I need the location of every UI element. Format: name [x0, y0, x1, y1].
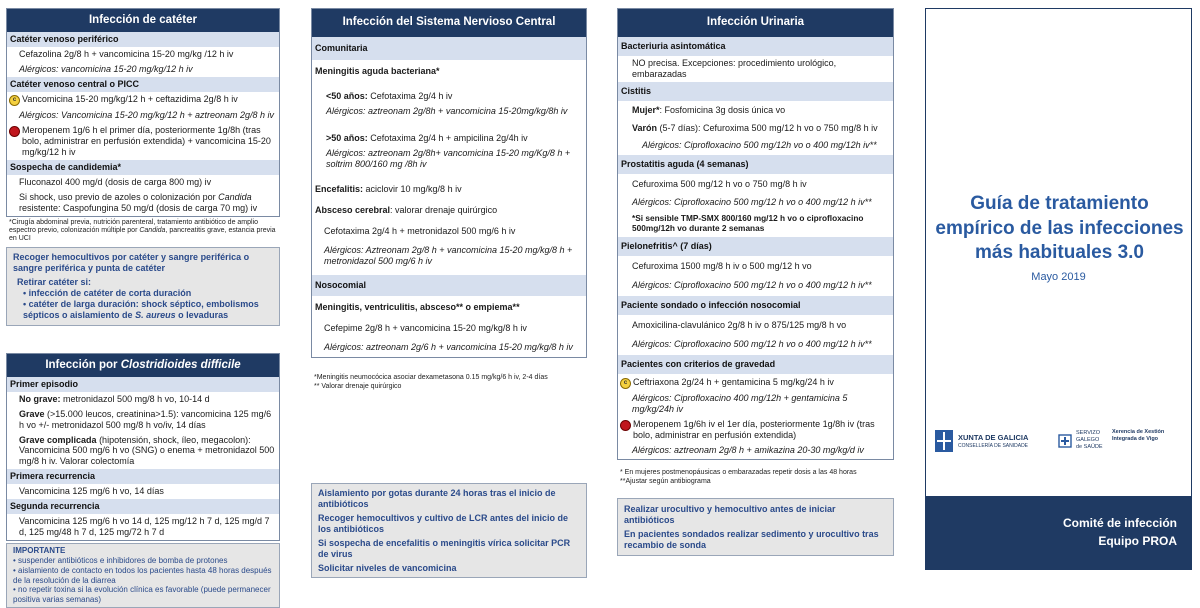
- gravedad-allergic2: Alérgicos: aztreonam 2g/8 h + amikazina 20-30 mg/kg/d iv: [632, 444, 864, 455]
- urinary-title: Infección Urinaria: [618, 9, 893, 37]
- cistitis-section: Cistitis: [618, 82, 893, 101]
- cns-rec-4: Solicitar niveles de vancomicina: [318, 563, 457, 574]
- central-section: Catéter venoso central o PICC: [7, 77, 279, 92]
- absceso-row: Absceso cerebral: valorar drenaje quirúrgico: [315, 204, 498, 215]
- cns-rec-1: Aislamiento por gotas durante 24 horas tras el inicio de antibióticos: [318, 488, 556, 510]
- second-recurrence-section: Segunda recurrencia: [7, 499, 279, 514]
- sergas-logo: [1058, 429, 1188, 459]
- column-urinary: [617, 8, 894, 556]
- yellow-warning-icon: c: [9, 95, 20, 106]
- second-recurrence-tx: Vancomicina 125 mg/6 h vo 14 d, 125 mg/12 h 7 d, 125 mg/d 7 d, 125 mg/48 h 7 d, 125 mg/72 h 7 d: [19, 516, 270, 538]
- cns-rec-3: Si sospecha de encefalitis o meningitis vírica solicitar PCR de virus: [318, 538, 571, 560]
- cover-title: Guía de tratamiento empírico de las infecciones más habituales 3.0: [935, 193, 1184, 264]
- urinary-footnote-2: **Ajustar según antibiograma: [620, 477, 711, 485]
- meningitis-label: Meningitis aguda bacteriana*: [315, 65, 440, 76]
- prostatitis-tx: Cefuroxima 500 mg/12 h vo o 750 mg/8 h iv: [632, 178, 807, 189]
- first-episode-section: Primer episodio: [7, 377, 279, 392]
- community-section: Comunitaria: [312, 37, 586, 60]
- xerencia-text: Xerencia de Xestión Integrada de Vigo: [1112, 429, 1165, 442]
- sergas-line-1: SERVIZO: [1076, 430, 1101, 436]
- pielonefritis-tx: Cefuroxima 1500 mg/8 h iv o 500 mg/12 h vo: [632, 260, 812, 271]
- pielonefritis-allergic: Alérgicos: Ciprofloxacino 500 mg/12 h vo o 400 mg/12 h iv**: [632, 279, 872, 290]
- cultures-text: Recoger hemocultivos por catéter y sangre periférica o sangre periférica y punta de catéter: [13, 251, 250, 273]
- nosocomial-section: Nosocomial: [312, 275, 586, 296]
- central-allergic: Alérgicos: Vancomicina 15-20 mg/kg/12 h + aztreonam 2g/8 h iv: [19, 109, 275, 120]
- footer-comite: Comité de infección: [1062, 516, 1177, 530]
- ventriculitis-label: Meningitis, ventriculitis, absceso** o empiema**: [315, 301, 520, 312]
- absceso-allergic: Alérgicos: Aztreonam 2g/8 h + vancomicina 15-20 mg/kg/8 h + metronidazol 500 mg/6 h iv: [324, 244, 573, 266]
- peripheral-allergic: Alérgicos: vancomicina 15-20 mg/kg/12 h iv: [19, 63, 193, 74]
- gravedad-tx2: Meropenem 1g/6h iv el 1er día, posteriormente 1g/8h iv (tras bolo, administrar en perfusión extendida): [618, 417, 893, 443]
- sondado-tx: Amoxicilina-clavulánico 2g/8 h iv o 875/125 mg/8 h vo: [632, 319, 847, 330]
- red-alert-icon: [620, 420, 631, 431]
- gravedad-section: Pacientes con criterios de gravedad: [618, 355, 893, 374]
- xunta-shield-icon: [934, 429, 954, 453]
- xunta-name: XUNTA DE GALICIA: [958, 433, 1029, 442]
- cover-date: Mayo 2019: [1031, 271, 1086, 283]
- remove-catheter-label: Retirar catéter si:: [17, 276, 92, 287]
- urinary-card: [617, 8, 894, 460]
- catheter-recommendations: [6, 247, 280, 326]
- central-tx1: c Vancomicina 15-20 mg/kg/12 h + ceftazidima 2g/8 h iv: [7, 92, 279, 108]
- urinary-recommendations: [617, 498, 894, 556]
- first-recurrence-section: Primera recurrencia: [7, 469, 279, 484]
- candidemia-tx2: Si shock, uso previo de azoles o colonización por Candida resistente: Caspofungina 50 mg/d (dosis de carga 70 mg) iv: [19, 191, 258, 213]
- lt50-allergic: Alérgicos: aztreonam 2g/8h + vancomicina 15-20mg/kg/8h iv: [326, 105, 568, 116]
- red-alert-icon: [9, 126, 20, 137]
- sondado-section: Paciente sondado o infección nosocomial: [618, 296, 893, 315]
- catheter-footnote: *Cirugía abdominal previa, nutrición parenteral, tratamiento antibiótico de amplio espectro previo, colonización múltiple por Candida, pancreatitis grave, estancia previa en UCI: [9, 218, 276, 243]
- xunta-sub: CONSELLERÍA DE SANIDADE: [958, 443, 1029, 449]
- central-tx2: Meropenem 1g/6 h el primer día, posteriormente 1g/8h (tras bolo, administrar en perfusión extendida) + vancomicina 15-20 mg/kg/12 h iv: [7, 123, 279, 160]
- yellow-warning-icon: c: [620, 378, 631, 389]
- importante-box: [6, 543, 280, 608]
- cns-title: Infección del Sistema Nervioso Central: [312, 9, 586, 37]
- peripheral-section: Catéter venoso periférico: [7, 32, 279, 47]
- gt50-allergic: Alérgicos: aztreonam 2g/8h+ vancomicina 15-20 mg/Kg/8 h + soltrim 800/160 mg /8h iv: [326, 147, 571, 169]
- remove-bullet-1: • infección de catéter de corta duración: [13, 288, 273, 299]
- varon-row: Varón (5-7 días): Cefuroxima 500 mg/12 h vo o 750 mg/8 h iv: [632, 122, 878, 133]
- cns-footnote-1: *Meningitis neumocócica asociar dexametasona 0.15 mg/kg/6 h iv, 2-4 días: [314, 373, 548, 381]
- bacteriuria-section: Bacteriuria asintomática: [618, 37, 893, 56]
- cns-recommendations: [311, 483, 587, 578]
- urinary-footnote-1: * En mujeres postmenopáusicas o embarazadas repetir dosis a las 48 horas: [620, 468, 857, 476]
- mujer-row: Mujer*: Fosfomicina 3g dosis única vo: [632, 104, 786, 115]
- cover-panel: [925, 8, 1192, 570]
- sondado-allergic: Alérgicos: Ciprofloxacino 500 mg/12 h vo o 400 mg/12 h iv**: [632, 338, 872, 349]
- cns-card: [311, 8, 587, 358]
- sergas-line-2: GALEGO: [1076, 437, 1100, 443]
- cistitis-allergic: Alérgicos: Ciprofloxacino 500 mg/12h vo o 400 mg/12h iv**: [642, 139, 877, 150]
- column-catheter: [6, 8, 280, 608]
- catheter-card: [6, 8, 280, 217]
- bacteriuria-tx: NO precisa. Excepciones: procedimiento urológico, embarazadas: [632, 57, 837, 79]
- gt50-row: >50 años: Cefotaxima 2g/4 h + ampicilina 2g/4h iv: [326, 132, 528, 143]
- cover-top-band: [926, 9, 1191, 187]
- absceso-tx: Cefotaxima 2g/4 h + metronidazol 500 mg/6 h iv: [324, 225, 516, 236]
- encefalitis-row: Encefalitis: aciclovir 10 mg/kg/8 h iv: [315, 183, 462, 194]
- grave-row: Grave (>15.000 leucos, creatinina>1.5): vancomicina 125 mg/6 h vo +/- metronidazol 500 mg/8 h vo/iv, 14 días: [19, 408, 272, 430]
- catheter-title: Infección de catéter: [7, 9, 279, 32]
- importante-title: IMPORTANTE: [13, 546, 66, 556]
- pielonefritis-section: Pielonefritis^ (7 días): [618, 237, 893, 256]
- sergas-line-3: de SAÚDE: [1076, 444, 1103, 450]
- importante-bullet-3: • no repetir toxina si la evolución clínica es favorable (puede permanecer positiva varias semanas): [13, 585, 273, 605]
- first-recurrence-tx: Vancomicina 125 mg/6 h vo, 14 días: [19, 486, 164, 497]
- prostatitis-section: Prostatitis aguda (4 semanas): [618, 155, 893, 174]
- remove-bullet-2: • catéter de larga duración: shock séptico, embolismos sépticos o aislamiento de S. aureus o levaduras: [23, 298, 259, 320]
- lt50-row: <50 años: Cefotaxima 2g/4 h iv: [326, 90, 453, 101]
- footer-proa: Equipo PROA: [1098, 533, 1177, 548]
- cns-rec-2: Recoger hemocultivos y cultivo de LCR antes del inicio de los antibióticos: [318, 513, 569, 535]
- peripheral-tx: Cefazolina 2g/8 h + vancomicina 15-20 mg/kg /12 h iv: [19, 48, 234, 59]
- gravedad-tx1: c Ceftriaxona 2g/24 h + gentamicina 5 mg/kg/24 h iv: [618, 374, 893, 391]
- urinary-rec-2: En pacientes sondados realizar sedimento y urocultivo tras recambio de sonda: [624, 529, 879, 551]
- xunta-logo: [934, 429, 1034, 455]
- cdiff-card: [6, 353, 280, 542]
- ventriculitis-allergic: Alérgicos: aztreonam 2g/6 h + vancomicina 15-20 mg/kg/8 h iv: [324, 341, 573, 352]
- cns-footnote-2: ** Valorar drenaje quirúrgico: [314, 382, 402, 390]
- nograve-row: No grave: metronidazol 500 mg/8 h vo, 10-14 d: [19, 393, 210, 404]
- prostatitis-tmp: *Si sensible TMP-SMX 800/160 mg/12 h vo o ciprofloxacino 500mg/12h vo durante 2 semanas: [632, 212, 864, 233]
- sergas-cross-icon: [1058, 434, 1072, 448]
- candidemia-section: Sospecha de candidemia*: [7, 160, 279, 175]
- ventriculitis-tx: Cefepime 2g/8 h + vancomicina 15-20 mg/kg/8 h iv: [324, 322, 527, 333]
- gravedad-allergic1: Alérgicos: Ciprofloxacino 400 mg/12h + gentamicina 5 mg/kg/24h iv: [632, 392, 848, 414]
- prostatitis-allergic: Alérgicos: Ciprofloxacino 500 mg/12 h vo o 400 mg/12 h iv**: [632, 196, 872, 207]
- importante-bullet-1: • suspender antibióticos e inhibidores de bomba de protones: [13, 556, 273, 566]
- column-cns: [311, 8, 587, 578]
- cover-footer: [926, 496, 1191, 569]
- importante-bullet-2: • aislamiento de contacto en todos los pacientes hasta 48 horas después de la resolución de la diarrea: [13, 566, 273, 586]
- candidemia-tx: Fluconazol 400 mg/d (dosis de carga 800 mg) iv: [19, 176, 212, 187]
- urinary-rec-1: Realizar urocultivo y hemocultivo antes de iniciar antibióticos: [624, 504, 836, 526]
- cdiff-title: Infección por Clostridioides difficile: [7, 354, 279, 377]
- complicada-row: Grave complicada (hipotensión, shock, íleo, megacolon): Vancomicina 500 mg/6 h vo (SNG) o enema + metronidazol 500 mg/8 h iv. Valorar colectomía: [19, 434, 275, 467]
